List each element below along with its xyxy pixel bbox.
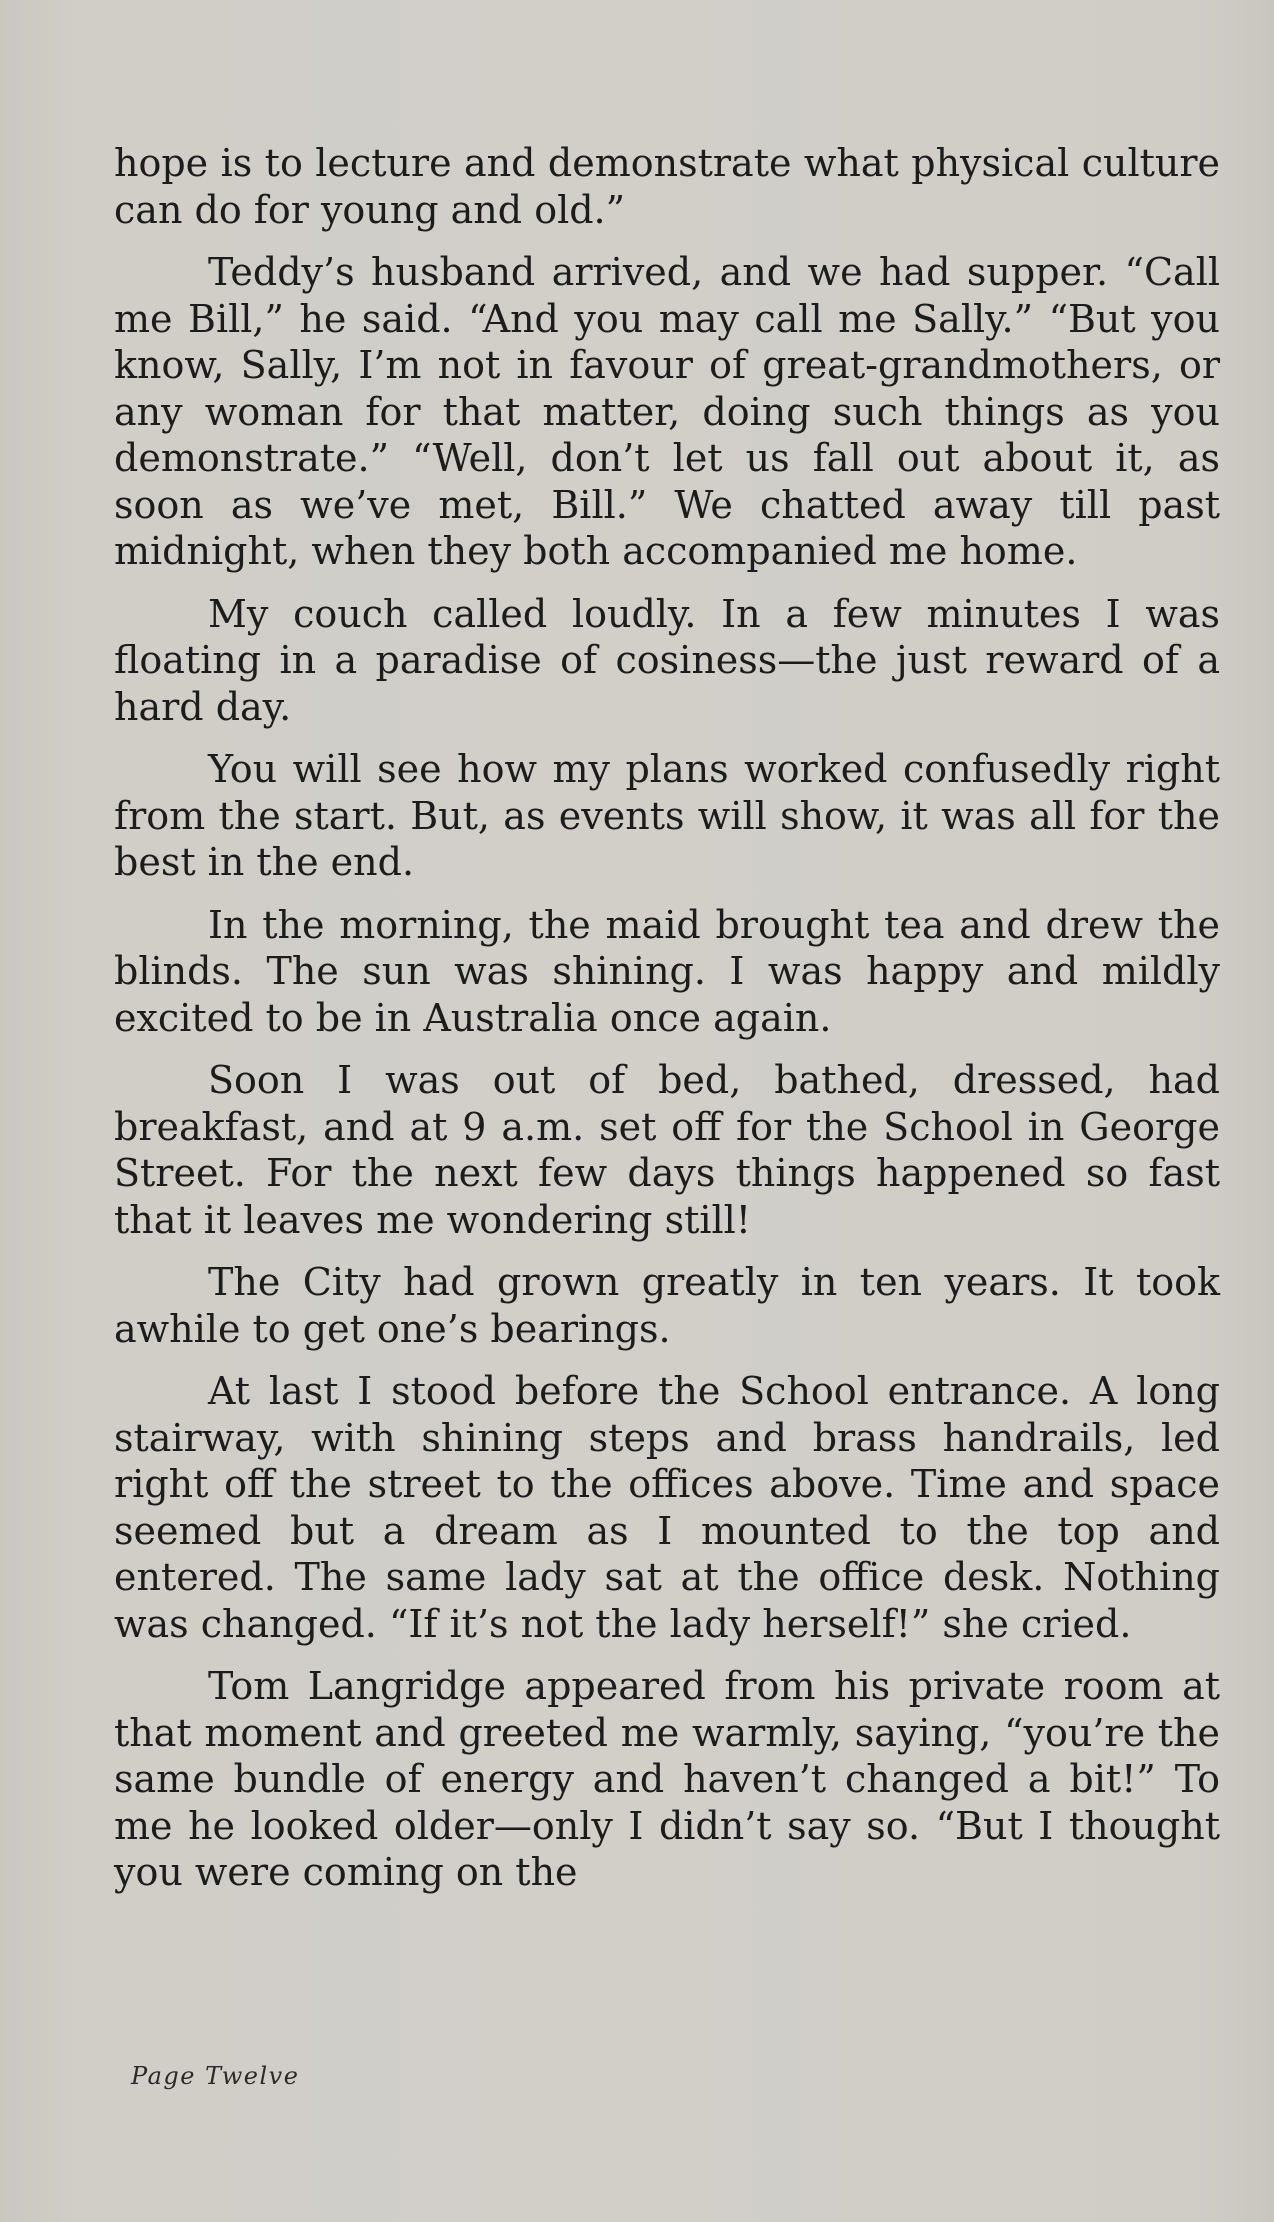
body-text bbox=[114, 140, 1220, 1912]
paragraph-plans: You will see how my plans worked confusedly right from the start. But, as events will show, it was all for the best in the end. bbox=[114, 747, 1220, 884]
page-number-footer: Page Twelve bbox=[131, 2062, 300, 2090]
paragraph-supper: Teddy’s husband arrived, and we had supper. “Call me Bill,” he said. “And you may call me Sally.” “But you know, Sally, I’m not in favour of great-grandmothers, or any woman for that matter, doing such things as you demonstrate.” “Well, don’t let us fall out about it, as soon as we’ve met, Bill.” We chatted away till past midnight, when they both accompanied me home. bbox=[114, 250, 1220, 573]
paragraph-couch: My couch called loudly. In a few minutes I was floating in a paradise of cosiness—the just reward of a hard day. bbox=[114, 591, 1220, 729]
paragraph-continued: hope is to lecture and demonstrate what physical culture can do for young and old.” bbox=[114, 141, 1220, 232]
paragraph-school-entrance: At last I stood before the School entrance. A long stairway, with shining steps and brass handrails, led right off the street to the offices above. Time and space seemed but a dream as I mounted to the top and entered. The same lady sat at the office desk. Nothing was changed. “If it’s not the lady herself!” she cried. bbox=[114, 1369, 1220, 1646]
paragraph-morning: In the morning, the maid brought tea and drew the blinds. The sun was shining. I was happy and mildly excited to be in Australia once again. bbox=[114, 902, 1220, 1040]
paragraph-tom-langridge: Tom Langridge appeared from his private room at that moment and greeted me warmly, saying, “you’re the same bundle of energy and haven’t changed a bit!” To me he looked older—only I didn’t say so. “But I thought you were coming on the bbox=[114, 1664, 1220, 1894]
paragraph-breakfast: Soon I was out of bed, bathed, dressed, had breakfast, and at 9 a.m. set off for the School in George Street. For the next few days things happened so fast that it leaves me wondering still! bbox=[114, 1058, 1220, 1242]
paragraph-city: The City had grown greatly in ten years. It took awhile to get one’s bearings. bbox=[114, 1260, 1220, 1351]
